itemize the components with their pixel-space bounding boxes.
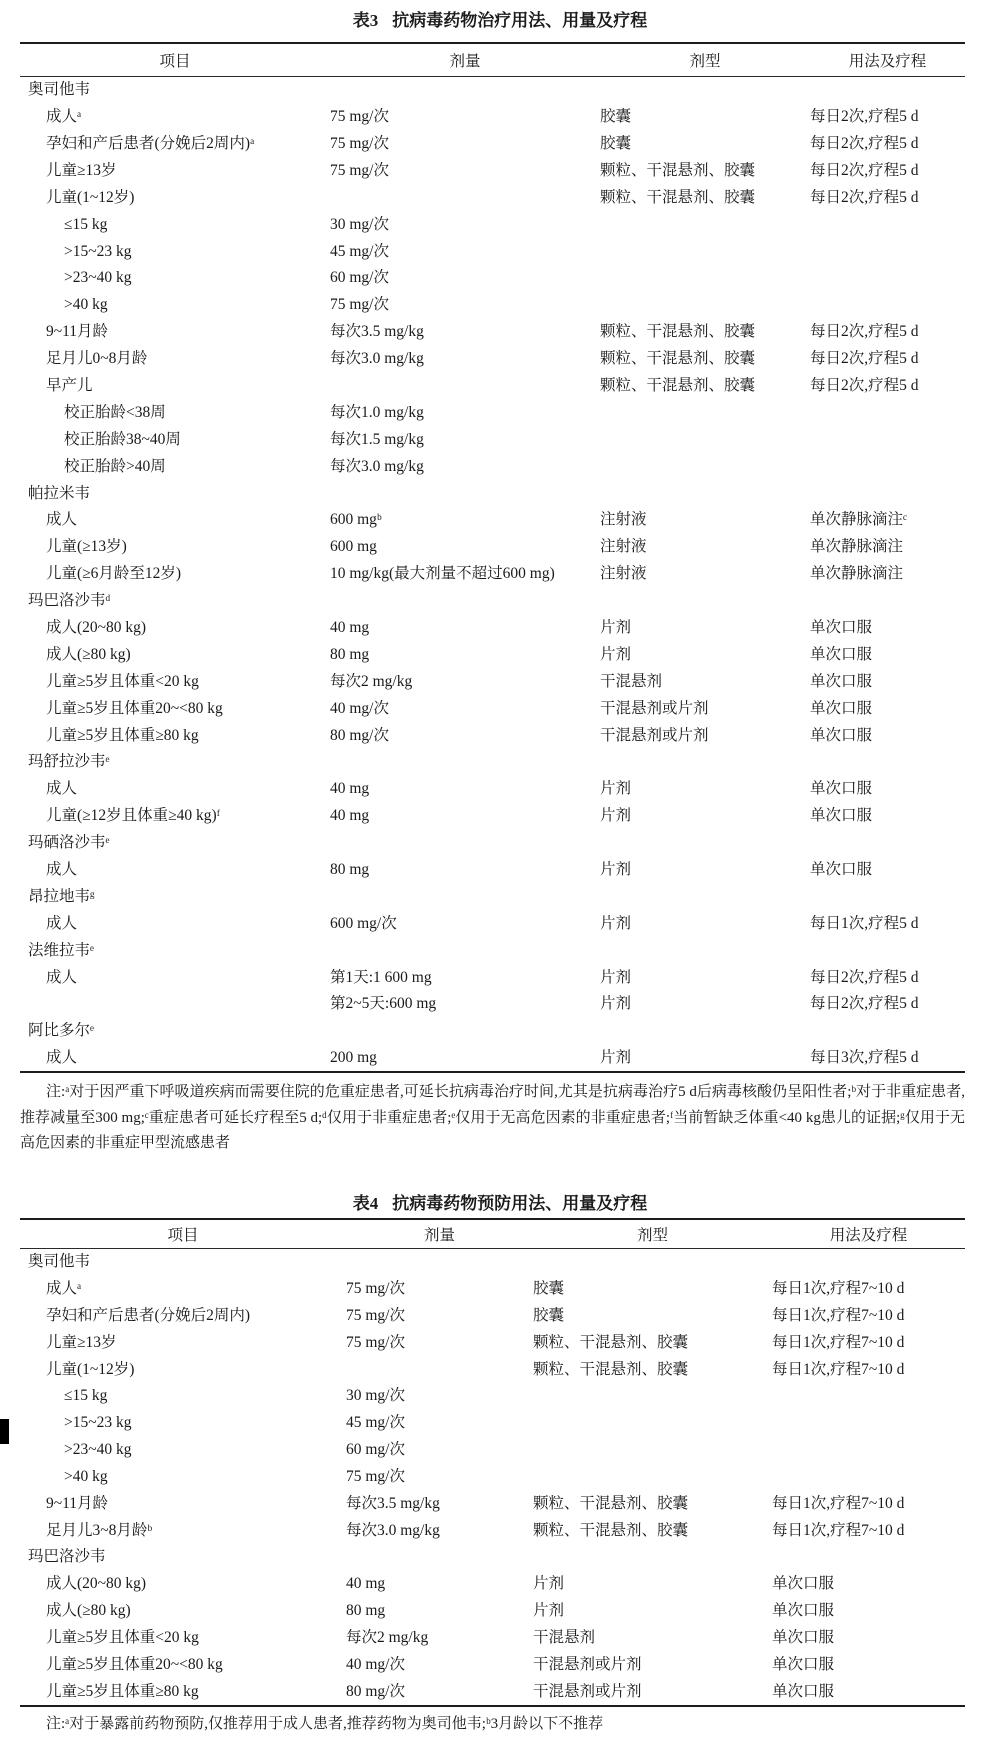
usage-cell: 单次静脉滴注ᶜ <box>810 511 907 529</box>
table-row <box>20 776 965 803</box>
item-cell: 校正胎龄>40周 <box>64 457 166 475</box>
item-cell: 阿比多尔ᵉ <box>28 1022 94 1040</box>
table-row <box>20 1624 965 1651</box>
table-row <box>20 1463 965 1490</box>
usage-cell: 单次口服 <box>810 672 873 690</box>
column-header-form: 剂型 <box>636 1226 668 1244</box>
dose-cell: 每次2 mg/kg <box>330 672 413 690</box>
item-cell: >15~23 kg <box>64 242 132 260</box>
table-row <box>20 453 965 480</box>
table-row <box>20 238 965 265</box>
item-cell: 儿童≥5岁且体重≥80 kg <box>46 726 199 744</box>
item-cell: 足月儿0~8月龄 <box>46 350 148 368</box>
form-cell: 片剂 <box>533 1602 565 1620</box>
column-header-usage: 用法及疗程 <box>829 1226 908 1244</box>
item-cell: 昂拉地韦ᵍ <box>28 887 95 905</box>
dose-cell: 第1天:1 600 mg <box>330 968 432 986</box>
item-cell: 成人(≥80 kg) <box>46 1602 131 1620</box>
item-cell: >40 kg <box>64 296 108 314</box>
dose-cell: 30 mg/次 <box>330 215 389 233</box>
item-cell: 成人(≥80 kg) <box>46 645 131 663</box>
table4-caption-title: 抗病毒药物预防用法、用量及疗程 <box>392 1194 648 1213</box>
column-header-item: 项目 <box>167 1226 199 1244</box>
usage-cell: 单次口服 <box>810 699 873 717</box>
dose-cell: 80 mg/次 <box>346 1682 405 1700</box>
item-cell: 儿童(1~12岁) <box>46 1360 135 1378</box>
usage-cell: 每日2次,疗程5 d <box>810 134 919 152</box>
item-cell: 足月儿3~8月龄ᵇ <box>46 1521 153 1539</box>
item-cell: 成人ᵃ <box>46 1280 82 1298</box>
dose-cell: 第2~5天:600 mg <box>330 995 437 1013</box>
dose-cell: 45 mg/次 <box>330 242 389 260</box>
form-cell: 片剂 <box>600 780 632 798</box>
table-row <box>20 1410 965 1437</box>
table-row <box>20 1490 965 1517</box>
dose-cell: 75 mg/次 <box>346 1280 405 1298</box>
form-cell: 片剂 <box>600 861 632 879</box>
usage-cell: 每日1次,疗程7~10 d <box>772 1360 905 1378</box>
usage-cell: 单次口服 <box>810 645 873 663</box>
item-cell: 成人 <box>46 861 78 879</box>
item-cell: 儿童(1~12岁) <box>46 188 135 206</box>
table-row <box>20 910 965 937</box>
usage-cell: 单次口服 <box>772 1682 835 1700</box>
table-row <box>20 292 965 319</box>
drug-group-row <box>20 1018 965 1045</box>
form-cell: 干混悬剂或片剂 <box>600 726 709 744</box>
form-cell: 颗粒、干混悬剂、胶囊 <box>533 1333 689 1351</box>
table3-body <box>20 77 965 1074</box>
form-cell: 颗粒、干混悬剂、胶囊 <box>533 1521 689 1539</box>
form-cell: 注射液 <box>600 538 647 556</box>
usage-cell: 每日1次,疗程7~10 d <box>772 1333 905 1351</box>
dose-cell: 40 mg/次 <box>330 699 389 717</box>
table-row <box>20 265 965 292</box>
table3-header-row <box>20 42 965 77</box>
usage-cell: 单次口服 <box>772 1575 835 1593</box>
form-cell: 片剂 <box>600 995 632 1013</box>
dose-cell: 每次3.5 mg/kg <box>330 323 424 341</box>
usage-cell: 每日2次,疗程5 d <box>810 968 919 986</box>
table-row <box>20 130 965 157</box>
usage-cell: 每日2次,疗程5 d <box>810 376 919 394</box>
usage-cell: 单次口服 <box>772 1655 835 1673</box>
usage-cell: 每日2次,疗程5 d <box>810 161 919 179</box>
dose-cell: 80 mg <box>346 1602 386 1620</box>
table-row <box>20 1651 965 1678</box>
usage-cell: 单次口服 <box>772 1602 835 1620</box>
drug-group-row <box>20 1544 965 1571</box>
form-cell: 颗粒、干混悬剂、胶囊 <box>600 161 756 179</box>
item-cell: 儿童≥5岁且体重≥80 kg <box>46 1682 199 1700</box>
table-row <box>20 211 965 238</box>
table3-footnote: 注:ᵃ对于因严重下呼吸道疾病而需要住院的危重症患者,可延长抗病毒治疗时间,尤其是抗病毒治疗5 d后病毒核酸仍呈阳性者;ᵇ对于非重症患者,推荐减量至300 mg;ᶜ重症患者可延长疗程至5 d;ᵈ仅用于非重症患者;ᵉ仅用于无高危因素的非重症患者;ᶠ当前暂缺乏体重<40 kg患儿的证据;ᵍ仅用于无高危因素的非重症甲型流感患者 <box>20 1084 965 1151</box>
dose-cell: 每次3.0 mg/kg <box>330 350 424 368</box>
table-row <box>20 1571 965 1598</box>
table3-caption-label: 表3 <box>352 11 379 30</box>
item-cell: 成人(20~80 kg) <box>46 1575 147 1593</box>
form-cell: 片剂 <box>533 1575 565 1593</box>
form-cell: 片剂 <box>600 1049 632 1067</box>
drug-group-row <box>20 480 965 507</box>
item-cell: ≤15 kg <box>64 1387 108 1405</box>
item-cell: 玛巴洛沙韦 <box>28 1548 106 1566</box>
table4-body <box>20 1249 965 1707</box>
table4-footnote: 注:ᵃ对于暴露前药物预防,仅推荐用于成人患者,推荐药物为奥司他韦;ᵇ3月龄以下不推荐 <box>46 1716 604 1732</box>
drug-group-row <box>20 829 965 856</box>
item-cell: 早产儿 <box>46 376 93 394</box>
dose-cell: 每次1.0 mg/kg <box>330 403 424 421</box>
form-cell: 干混悬剂 <box>600 672 663 690</box>
usage-cell: 单次口服 <box>810 807 873 825</box>
item-cell: 儿童≥5岁且体重20~<80 kg <box>46 699 223 717</box>
dose-cell: 每次1.5 mg/kg <box>330 430 424 448</box>
item-cell: 成人 <box>46 511 78 529</box>
dose-cell: 10 mg/kg(最大剂量不超过600 mg) <box>330 565 555 583</box>
drug-group-row <box>20 937 965 964</box>
column-header-dose: 剂量 <box>449 52 481 70</box>
table-row <box>20 507 965 534</box>
usage-cell: 单次口服 <box>810 619 873 636</box>
form-cell: 颗粒、干混悬剂、胶囊 <box>600 323 756 341</box>
dose-cell: 75 mg/次 <box>346 1467 405 1485</box>
table-row <box>20 722 965 749</box>
form-cell: 颗粒、干混悬剂、胶囊 <box>600 188 756 206</box>
form-cell: 干混悬剂或片剂 <box>600 699 709 717</box>
usage-cell: 每日2次,疗程5 d <box>810 995 919 1013</box>
form-cell: 片剂 <box>600 914 632 932</box>
table-row <box>20 103 965 130</box>
column-header-form: 剂型 <box>689 52 721 70</box>
table-row <box>20 1275 965 1302</box>
dose-cell: 80 mg <box>330 861 370 879</box>
item-cell: 成人 <box>46 968 78 986</box>
dose-cell: 75 mg/次 <box>330 108 389 126</box>
form-cell: 注射液 <box>600 511 647 529</box>
dose-cell: 45 mg/次 <box>346 1414 405 1432</box>
table-row <box>20 1383 965 1410</box>
column-header-dose: 剂量 <box>423 1226 455 1244</box>
item-cell: 儿童≥5岁且体重<20 kg <box>46 672 199 690</box>
dose-cell: 600 mgᵇ <box>330 511 382 529</box>
dose-cell: 40 mg <box>346 1575 386 1593</box>
form-cell: 片剂 <box>600 619 632 636</box>
dose-cell: 75 mg/次 <box>346 1333 405 1351</box>
table-row <box>20 668 965 695</box>
dose-cell: 60 mg/次 <box>346 1441 405 1459</box>
table-row <box>20 1356 965 1383</box>
dose-cell: 每次3.5 mg/kg <box>346 1494 440 1512</box>
table-row <box>20 1517 965 1544</box>
item-cell: 儿童(≥12岁且体重≥40 kg)ᶠ <box>46 807 220 825</box>
column-header-usage: 用法及疗程 <box>848 52 927 70</box>
dose-cell: 40 mg <box>330 807 370 825</box>
item-cell: 玛舒拉沙韦ᵉ <box>28 753 110 771</box>
dose-cell: 每次3.0 mg/kg <box>346 1521 440 1539</box>
item-cell: 9~11月龄 <box>46 323 109 341</box>
drug-group-row <box>20 749 965 776</box>
form-cell: 颗粒、干混悬剂、胶囊 <box>533 1360 689 1378</box>
item-cell: 奥司他韦 <box>28 1253 91 1271</box>
scan-edge-mark <box>0 1419 9 1444</box>
table-row <box>20 1597 965 1624</box>
table-row <box>20 641 965 668</box>
drug-group-row <box>20 587 965 614</box>
item-cell: 9~11月龄 <box>46 1494 109 1512</box>
form-cell: 胶囊 <box>600 108 632 126</box>
usage-cell: 单次口服 <box>810 861 873 879</box>
table-row <box>20 534 965 561</box>
usage-cell: 单次静脉滴注 <box>810 538 904 556</box>
item-cell: >15~23 kg <box>64 1414 132 1432</box>
dose-cell: 80 mg/次 <box>330 726 389 744</box>
table-row <box>20 695 965 722</box>
item-cell: 孕妇和产后患者(分娩后2周内)ᵃ <box>46 134 255 152</box>
usage-cell: 每日1次,疗程7~10 d <box>772 1494 905 1512</box>
usage-cell: 每日2次,疗程5 d <box>810 350 919 368</box>
item-cell: 帕拉米韦 <box>28 484 91 502</box>
dose-cell: 每次2 mg/kg <box>346 1628 429 1646</box>
dose-cell: 40 mg/次 <box>346 1655 405 1673</box>
table-row <box>20 1678 965 1705</box>
item-cell: 儿童≥5岁且体重20~<80 kg <box>46 1655 223 1673</box>
table4-header-row <box>20 1218 965 1249</box>
dose-cell: 75 mg/次 <box>346 1306 405 1324</box>
form-cell: 胶囊 <box>600 134 632 152</box>
table-row <box>20 372 965 399</box>
usage-cell: 单次口服 <box>772 1628 835 1646</box>
table4-caption <box>0 1189 1000 1214</box>
usage-cell: 每日2次,疗程5 d <box>810 108 919 126</box>
table-row <box>20 991 965 1018</box>
form-cell: 注射液 <box>600 565 647 583</box>
table4-caption-label: 表4 <box>352 1194 379 1213</box>
table3 <box>20 42 965 1073</box>
table-row <box>20 1329 965 1356</box>
item-cell: 成人 <box>46 914 78 932</box>
drug-group-row <box>20 77 965 104</box>
table-row <box>20 345 965 372</box>
dose-cell: 600 mg/次 <box>330 914 397 932</box>
item-cell: 儿童(≥6月龄至12岁) <box>46 565 182 583</box>
dose-cell: 40 mg <box>330 780 370 798</box>
form-cell: 颗粒、干混悬剂、胶囊 <box>600 376 756 394</box>
item-cell: 成人(20~80 kg) <box>46 619 147 636</box>
form-cell: 干混悬剂或片剂 <box>533 1682 642 1700</box>
item-cell: 成人 <box>46 780 78 798</box>
table-row <box>20 964 965 991</box>
usage-cell: 每日1次,疗程7~10 d <box>772 1280 905 1298</box>
item-cell: >23~40 kg <box>64 269 132 287</box>
dose-cell: 60 mg/次 <box>330 269 389 287</box>
item-cell: 奥司他韦 <box>28 81 91 99</box>
item-cell: 成人ᵃ <box>46 108 82 126</box>
dose-cell: 40 mg <box>330 619 370 636</box>
usage-cell: 每日3次,疗程5 d <box>810 1049 919 1067</box>
usage-cell: 每日1次,疗程5 d <box>810 914 919 932</box>
dose-cell: 30 mg/次 <box>346 1387 405 1405</box>
item-cell: 成人 <box>46 1049 78 1067</box>
usage-cell: 每日1次,疗程7~10 d <box>772 1306 905 1324</box>
dose-cell: 200 mg <box>330 1049 377 1067</box>
form-cell: 胶囊 <box>533 1280 565 1298</box>
form-cell: 胶囊 <box>533 1306 565 1324</box>
dose-cell: 75 mg/次 <box>330 134 389 152</box>
form-cell: 片剂 <box>600 968 632 986</box>
item-cell: 法维拉韦ᵉ <box>28 941 94 959</box>
drug-group-row <box>20 883 965 910</box>
usage-cell: 每日2次,疗程5 d <box>810 323 919 341</box>
table-row <box>20 399 965 426</box>
table-row <box>20 803 965 830</box>
dose-cell: 75 mg/次 <box>330 161 389 179</box>
table-row <box>20 319 965 346</box>
dose-cell: 每次3.0 mg/kg <box>330 457 424 475</box>
item-cell: 儿童≥13岁 <box>46 1333 117 1351</box>
column-header-item: 项目 <box>159 52 191 70</box>
table-row <box>20 157 965 184</box>
usage-cell: 每日1次,疗程7~10 d <box>772 1521 905 1539</box>
table3-caption <box>0 6 1000 31</box>
dose-cell: 600 mg <box>330 538 377 556</box>
form-cell: 干混悬剂 <box>533 1628 596 1646</box>
drug-group-row <box>20 1249 965 1276</box>
item-cell: >40 kg <box>64 1467 108 1485</box>
table4 <box>20 1218 965 1707</box>
table-row <box>20 856 965 883</box>
form-cell: 片剂 <box>600 807 632 825</box>
form-cell: 颗粒、干混悬剂、胶囊 <box>533 1494 689 1512</box>
usage-cell: 单次口服 <box>810 780 873 798</box>
table3-caption-title: 抗病毒药物治疗用法、用量及疗程 <box>392 11 648 30</box>
form-cell: 颗粒、干混悬剂、胶囊 <box>600 350 756 368</box>
item-cell: 孕妇和产后患者(分娩后2周内) <box>46 1306 251 1324</box>
table-row <box>20 1302 965 1329</box>
item-cell: 校正胎龄38~40周 <box>64 430 181 448</box>
item-cell: 儿童≥5岁且体重<20 kg <box>46 1628 199 1646</box>
item-cell: 玛硒洛沙韦ᵉ <box>28 834 110 852</box>
form-cell: 片剂 <box>600 645 632 663</box>
table-row <box>20 1045 965 1072</box>
usage-cell: 单次口服 <box>810 726 873 744</box>
dose-cell: 80 mg <box>330 645 370 663</box>
item-cell: 儿童(≥13岁) <box>46 538 127 556</box>
table-row <box>20 1436 965 1463</box>
item-cell: 玛巴洛沙韦ᵈ <box>28 592 111 610</box>
item-cell: >23~40 kg <box>64 1441 132 1459</box>
item-cell: ≤15 kg <box>64 215 108 233</box>
usage-cell: 单次静脉滴注 <box>810 565 904 583</box>
table-row <box>20 614 965 641</box>
table-row <box>20 426 965 453</box>
table-row <box>20 184 965 211</box>
form-cell: 干混悬剂或片剂 <box>533 1655 642 1673</box>
dose-cell: 75 mg/次 <box>330 296 389 314</box>
item-cell: 儿童≥13岁 <box>46 161 117 179</box>
item-cell: 校正胎龄<38周 <box>64 403 166 421</box>
usage-cell: 每日2次,疗程5 d <box>810 188 919 206</box>
table-row <box>20 561 965 588</box>
